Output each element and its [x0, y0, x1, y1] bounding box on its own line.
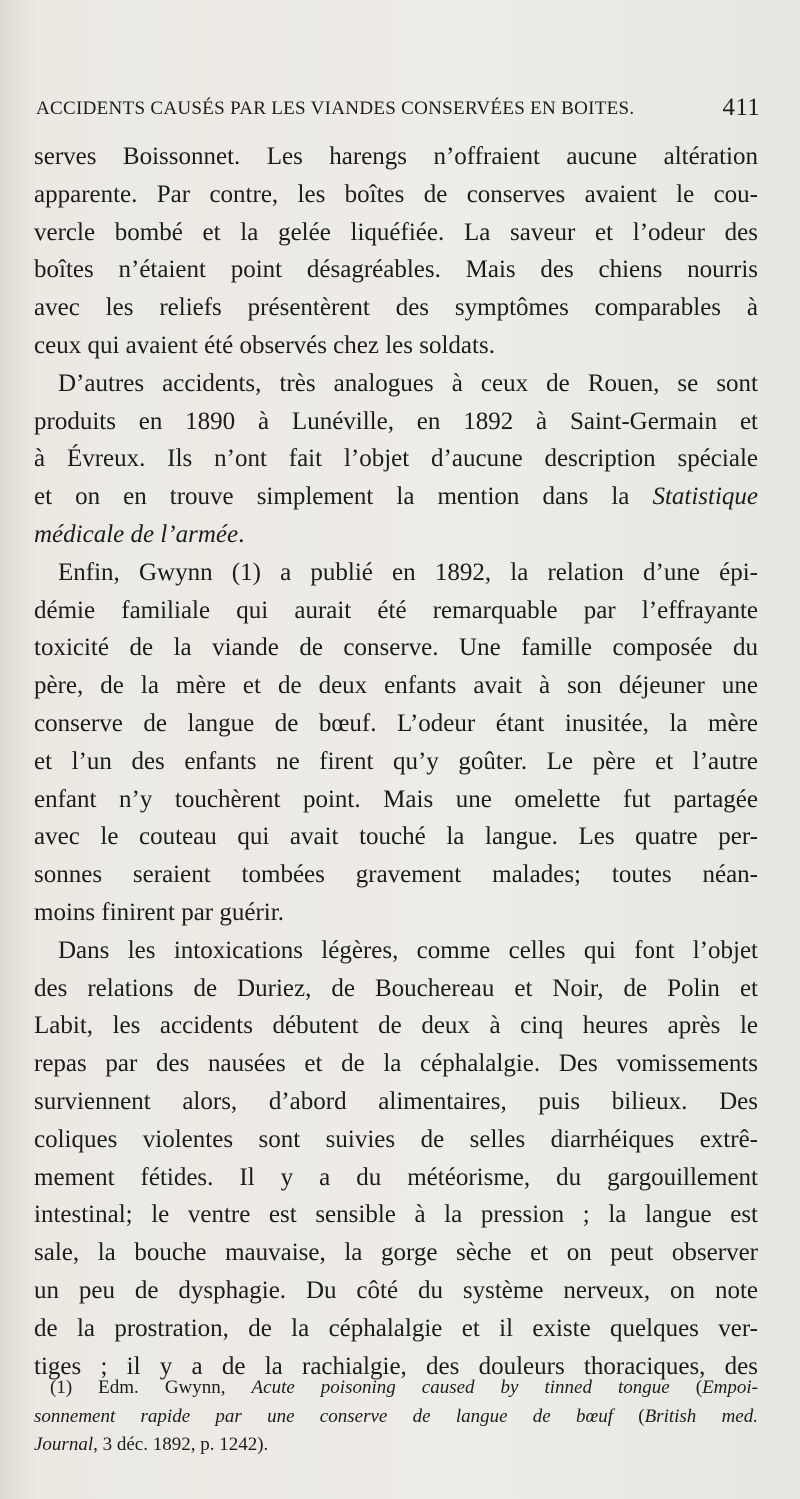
italic-text: Acute poisoning caused by tinned tongue: [251, 1377, 670, 1398]
text-segment: démie familiale qui aurait été remarquable par l’effrayante: [34, 596, 758, 624]
text-line: [34, 1159, 758, 1197]
text-segment: intestinal; le ventre est sensible à la pression ; la langue est: [34, 1201, 758, 1229]
text-segment: de la prostration, de la céphalalgie et il existe quelques ver-: [34, 1314, 758, 1342]
text-segment: enfant n’y touchèrent point. Mais une omelette fut partagée: [34, 785, 758, 813]
text-segment: (1) Edm. Gwynn,: [50, 1377, 252, 1398]
text-line: [34, 1234, 758, 1272]
text-segment: conserve de langue de bœuf. L’odeur étant inusitée, la mère: [34, 709, 758, 737]
text-segment: à Évreux. Ils n’ont fait l’objet d’aucune description spéciale: [34, 445, 758, 473]
text-segment: produits en 1890 à Lunéville, en 1892 à Saint-Germain et: [34, 407, 758, 435]
text-line: [34, 251, 758, 289]
text-segment: boîtes n’étaient point désagréables. Mais des chiens nourris: [34, 256, 758, 284]
italic-text: Statistique: [652, 483, 758, 511]
text-segment: et on en trouve simplement la mention dans la: [34, 483, 653, 511]
text-line: [34, 856, 758, 894]
text-line: [34, 214, 758, 252]
text-line: [34, 1272, 758, 1310]
text-segment: Enfin, Gwynn (1) a publié en 1892, la relation d’une épi-: [58, 558, 758, 586]
text-line: [34, 1310, 758, 1348]
text-segment: ceux qui avaient été observés chez les soldats.: [34, 331, 495, 359]
text-line: [34, 138, 758, 176]
italic-text: sonnement rapide par une conserve de langue de bœuf: [34, 1405, 613, 1427]
text-segment: surviennent alors, d’abord alimentaires, puis bilieux. Des: [34, 1087, 758, 1115]
text-line: [34, 1121, 758, 1159]
text-line: [34, 365, 758, 403]
text-line: [34, 403, 758, 441]
text-segment: sonnes seraient tombées gravement malades; toutes néan-: [34, 861, 758, 889]
text-segment: .: [238, 520, 245, 548]
text-line: [34, 1007, 758, 1045]
text-line: [34, 516, 758, 554]
text-segment: Dans les intoxications légères, comme celles qui font l’objet: [58, 936, 758, 964]
text-segment: sale, la bouche mauvaise, la gorge sèche et on peut observer: [34, 1239, 758, 1267]
italic-text: Empoi-: [702, 1377, 758, 1398]
text-segment: Labit, les accidents débutent de deux à cinq heures après le: [34, 1012, 758, 1040]
text-segment: des relations de Duriez, de Bouchereau et Noir, de Polin et: [34, 974, 758, 1002]
text-line: [34, 894, 758, 932]
text-segment: coliques violentes sont suivies de selles diarrhéiques extrê-: [34, 1125, 758, 1153]
text-line: [34, 705, 758, 743]
page-number: 411: [722, 94, 760, 121]
text-line: [34, 1196, 758, 1234]
text-line: [34, 743, 758, 781]
text-line: [34, 818, 758, 856]
text-segment: avec le couteau qui avait touché la langue. Les quatre per-: [34, 823, 758, 851]
text-line: [34, 592, 758, 630]
text-line: [34, 1083, 758, 1121]
text-segment: , 3 déc. 1892, p. 1242).: [93, 1434, 269, 1455]
text-line: [34, 629, 758, 667]
footnote-line: [34, 1374, 758, 1403]
text-segment: mement fétides. Il y a du météorisme, du gargouillement: [34, 1163, 758, 1191]
text-line: [34, 478, 758, 516]
text-line: [34, 289, 758, 327]
text-line: [34, 781, 758, 819]
running-title: ACCIDENTS CAUSÉS PAR LES VIANDES CONSERVÉES EN BOITES.: [36, 98, 635, 119]
text-segment: moins finirent par guérir.: [34, 898, 284, 926]
italic-text: médicale de l’armée: [34, 520, 239, 548]
text-line: [34, 327, 758, 365]
text-segment: D’autres accidents, très analogues à ceux de Rouen, se sont: [58, 369, 758, 397]
text-segment: vercle bombé et la gelée liquéfiée. La saveur et l’odeur des: [34, 218, 758, 246]
text-line: [34, 1045, 758, 1083]
text-segment: avec les reliefs présentèrent des symptômes comparables à: [34, 294, 758, 322]
text-segment: père, de la mère et de deux enfants avait à son déjeuner une: [34, 672, 758, 700]
footnote-line: [34, 1431, 758, 1460]
text-line: [34, 554, 758, 592]
text-line: [34, 440, 758, 478]
footnotes: [34, 1374, 758, 1460]
text-line: [34, 970, 758, 1008]
text-segment: et l’un des enfants ne firent qu’y goûter. Le père et l’autre: [34, 747, 758, 775]
footnote-line: [34, 1403, 758, 1432]
text-segment: repas par des nausées et de la céphalalgie. Des vomissements: [34, 1050, 758, 1078]
italic-text: British med.: [644, 1405, 758, 1427]
text-segment: apparente. Par contre, les boîtes de conserves avaient le cou-: [34, 180, 758, 208]
running-header: [36, 94, 760, 121]
text-line: [34, 667, 758, 705]
text-segment: tiges ; il y a de la rachialgie, des douleurs thoraciques, des: [34, 1352, 758, 1380]
text-line: [34, 176, 758, 214]
text-segment: (: [612, 1405, 645, 1427]
body-text: [34, 138, 758, 1385]
text-segment: (: [669, 1377, 703, 1398]
text-segment: toxicité de la viande de conserve. Une famille composée du: [34, 634, 758, 662]
text-line: [34, 932, 758, 970]
italic-text: Journal: [34, 1434, 94, 1455]
text-segment: un peu de dysphagie. Du côté du système nerveux, on note: [34, 1276, 758, 1304]
text-segment: serves Boissonnet. Les harengs n’offraient aucune altération: [34, 143, 758, 170]
